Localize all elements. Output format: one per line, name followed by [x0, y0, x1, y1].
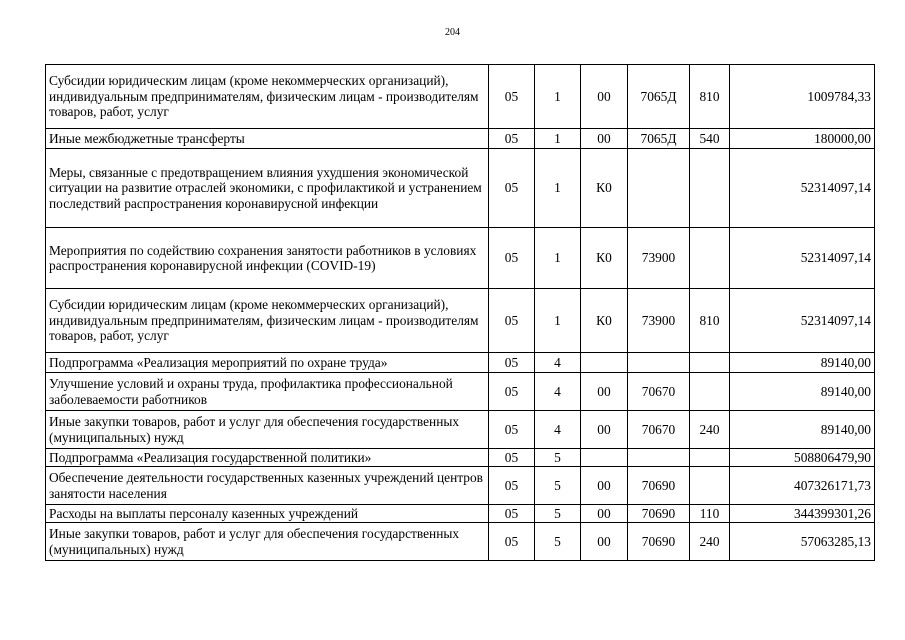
section-code-cell: 05 [489, 65, 535, 129]
target-article-part1-cell: К0 [581, 149, 628, 228]
target-article-part1-cell: 00 [581, 373, 628, 411]
expense-name-cell: Мероприятия по содействию сохранения занятости работников в условиях распространения коронавирусной инфекции (COVID-19) [46, 228, 489, 289]
expense-type-cell [690, 149, 730, 228]
section-code-cell: 05 [489, 373, 535, 411]
target-article-part2-cell [628, 353, 690, 373]
target-article-part1-cell: 00 [581, 505, 628, 523]
subsection-code-cell: 5 [535, 449, 581, 467]
expense-type-cell [690, 449, 730, 467]
subsection-code-cell: 5 [535, 467, 581, 505]
expense-name-cell: Меры, связанные с предотвращением влияния ухудшения экономической ситуации на развитие отраслей экономики, с профилактикой и устранением последствий распространения коронавирусной инфекции [46, 149, 489, 228]
page-number: 204 [445, 27, 460, 38]
table-row [46, 449, 875, 467]
table-row [46, 467, 875, 505]
table-row [46, 228, 875, 289]
amount-cell: 89140,00 [730, 373, 875, 411]
section-code-cell: 05 [489, 505, 535, 523]
target-article-part2-cell: 73900 [628, 228, 690, 289]
target-article-part2-cell: 70670 [628, 373, 690, 411]
target-article-part2-cell: 70670 [628, 411, 690, 449]
target-article-part1-cell: 00 [581, 411, 628, 449]
target-article-part2-cell: 73900 [628, 289, 690, 353]
section-code-cell: 05 [489, 523, 535, 561]
expense-name-cell: Субсидии юридическим лицам (кроме некоммерческих организаций), индивидуальным предпринимателям, физическим лицам - производителям товаров, работ, услуг [46, 289, 489, 353]
expense-type-cell [690, 467, 730, 505]
section-code-cell: 05 [489, 449, 535, 467]
table-row [46, 149, 875, 228]
section-code-cell: 05 [489, 467, 535, 505]
subsection-code-cell: 1 [535, 289, 581, 353]
expense-type-cell: 110 [690, 505, 730, 523]
amount-cell: 52314097,14 [730, 228, 875, 289]
target-article-part2-cell [628, 149, 690, 228]
expense-type-cell [690, 353, 730, 373]
amount-cell: 89140,00 [730, 353, 875, 373]
table-row [46, 289, 875, 353]
target-article-part1-cell: 00 [581, 65, 628, 129]
expense-type-cell: 810 [690, 65, 730, 129]
amount-cell: 407326171,73 [730, 467, 875, 505]
table-row [46, 65, 875, 129]
expense-name-cell: Иные закупки товаров, работ и услуг для обеспечения государственных (муниципальных) нужд [46, 411, 489, 449]
expense-type-cell [690, 373, 730, 411]
expense-type-cell [690, 228, 730, 289]
table-row [46, 411, 875, 449]
table-row [46, 523, 875, 561]
subsection-code-cell: 1 [535, 149, 581, 228]
target-article-part1-cell: К0 [581, 289, 628, 353]
expense-type-cell: 240 [690, 411, 730, 449]
subsection-code-cell: 1 [535, 65, 581, 129]
target-article-part2-cell: 70690 [628, 467, 690, 505]
target-article-part1-cell [581, 353, 628, 373]
table-row [46, 373, 875, 411]
amount-cell: 52314097,14 [730, 149, 875, 228]
subsection-code-cell: 1 [535, 129, 581, 149]
section-code-cell: 05 [489, 129, 535, 149]
expense-type-cell: 240 [690, 523, 730, 561]
amount-cell: 180000,00 [730, 129, 875, 149]
table-row [46, 505, 875, 523]
expense-name-cell: Иные межбюджетные трансферты [46, 129, 489, 149]
expense-name-cell: Подпрограмма «Реализация мероприятий по охране труда» [46, 353, 489, 373]
expense-name-cell: Улучшение условий и охраны труда, профилактика профессиональной заболеваемости работников [46, 373, 489, 411]
amount-cell: 508806479,90 [730, 449, 875, 467]
target-article-part1-cell: 00 [581, 129, 628, 149]
amount-cell: 52314097,14 [730, 289, 875, 353]
amount-cell: 57063285,13 [730, 523, 875, 561]
subsection-code-cell: 4 [535, 373, 581, 411]
expense-name-cell: Расходы на выплаты персоналу казенных учреждений [46, 505, 489, 523]
budget-table [45, 64, 875, 561]
amount-cell: 1009784,33 [730, 65, 875, 129]
section-code-cell: 05 [489, 289, 535, 353]
expense-type-cell: 810 [690, 289, 730, 353]
expense-name-cell: Обеспечение деятельности государственных казенных учреждений центров занятости населения [46, 467, 489, 505]
amount-cell: 344399301,26 [730, 505, 875, 523]
expense-type-cell: 540 [690, 129, 730, 149]
section-code-cell: 05 [489, 228, 535, 289]
subsection-code-cell: 1 [535, 228, 581, 289]
target-article-part1-cell: 00 [581, 467, 628, 505]
subsection-code-cell: 5 [535, 505, 581, 523]
target-article-part1-cell: 00 [581, 523, 628, 561]
target-article-part1-cell [581, 449, 628, 467]
subsection-code-cell: 5 [535, 523, 581, 561]
section-code-cell: 05 [489, 353, 535, 373]
section-code-cell: 05 [489, 149, 535, 228]
target-article-part2-cell: 70690 [628, 523, 690, 561]
target-article-part2-cell [628, 449, 690, 467]
table-row [46, 129, 875, 149]
target-article-part1-cell: К0 [581, 228, 628, 289]
expense-name-cell: Субсидии юридическим лицам (кроме некоммерческих организаций), индивидуальным предпринимателям, физическим лицам - производителям товаров, работ, услуг [46, 65, 489, 129]
target-article-part2-cell: 70690 [628, 505, 690, 523]
amount-cell: 89140,00 [730, 411, 875, 449]
expense-name-cell: Иные закупки товаров, работ и услуг для обеспечения государственных (муниципальных) нужд [46, 523, 489, 561]
expense-name-cell: Подпрограмма «Реализация государственной политики» [46, 449, 489, 467]
target-article-part2-cell: 7065Д [628, 65, 690, 129]
target-article-part2-cell: 7065Д [628, 129, 690, 149]
table-row [46, 353, 875, 373]
section-code-cell: 05 [489, 411, 535, 449]
subsection-code-cell: 4 [535, 411, 581, 449]
subsection-code-cell: 4 [535, 353, 581, 373]
